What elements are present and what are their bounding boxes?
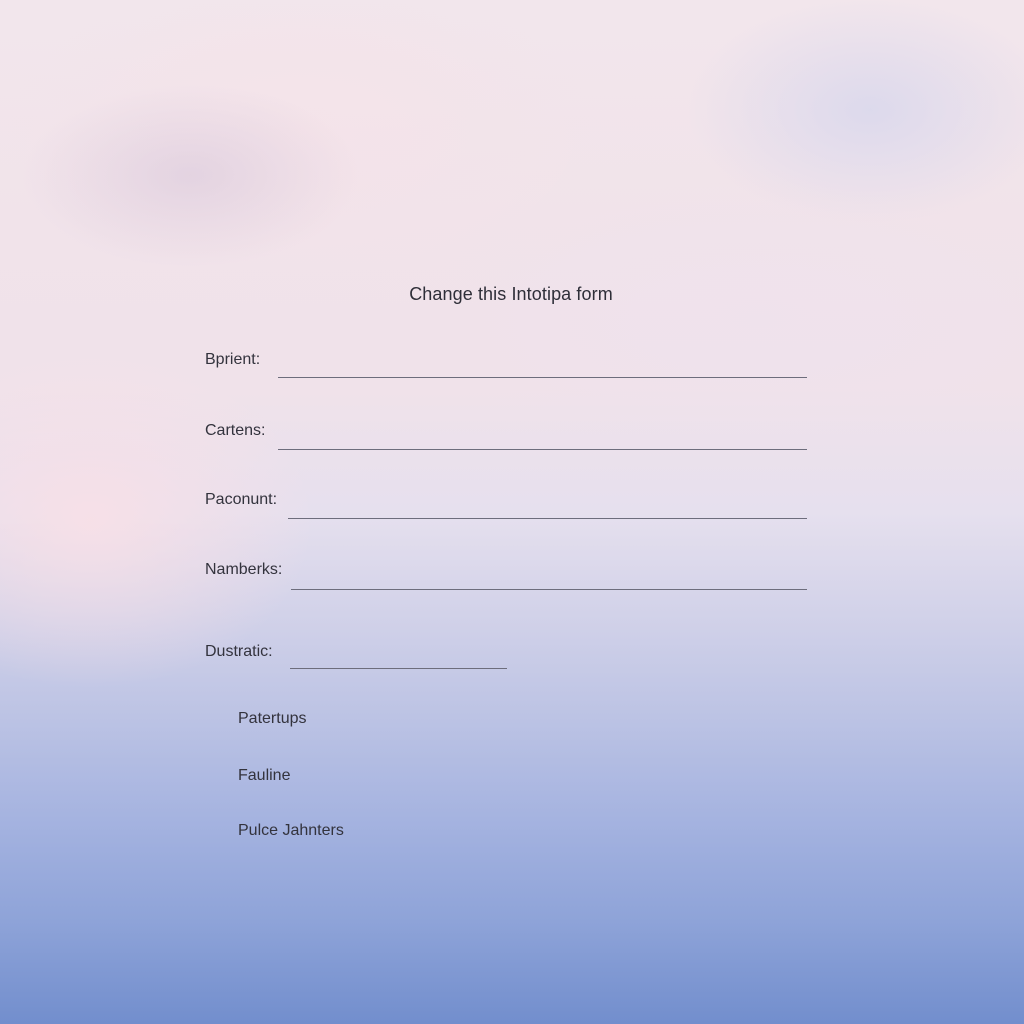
field-label-namberks: Namberks:	[205, 561, 283, 578]
form-title: Change this Intotipa form	[409, 284, 613, 304]
field-label-cartens: Cartens:	[205, 422, 266, 439]
field-label-dustratic: Dustratic:	[205, 643, 273, 660]
field-input-cartens[interactable]	[278, 449, 807, 450]
field-label-paconunt: Paconunt:	[205, 491, 278, 508]
option-fauline[interactable]: Fauline	[238, 767, 291, 784]
option-pulce-jahnters[interactable]: Pulce Jahnters	[238, 822, 344, 839]
field-input-bprient[interactable]	[278, 377, 807, 378]
field-input-namberks[interactable]	[291, 589, 807, 590]
field-input-paconunt[interactable]	[288, 518, 807, 519]
field-label-bprient: Bprient:	[205, 351, 261, 368]
option-patertups[interactable]: Patertups	[238, 710, 307, 727]
field-input-dustratic[interactable]	[290, 668, 507, 669]
